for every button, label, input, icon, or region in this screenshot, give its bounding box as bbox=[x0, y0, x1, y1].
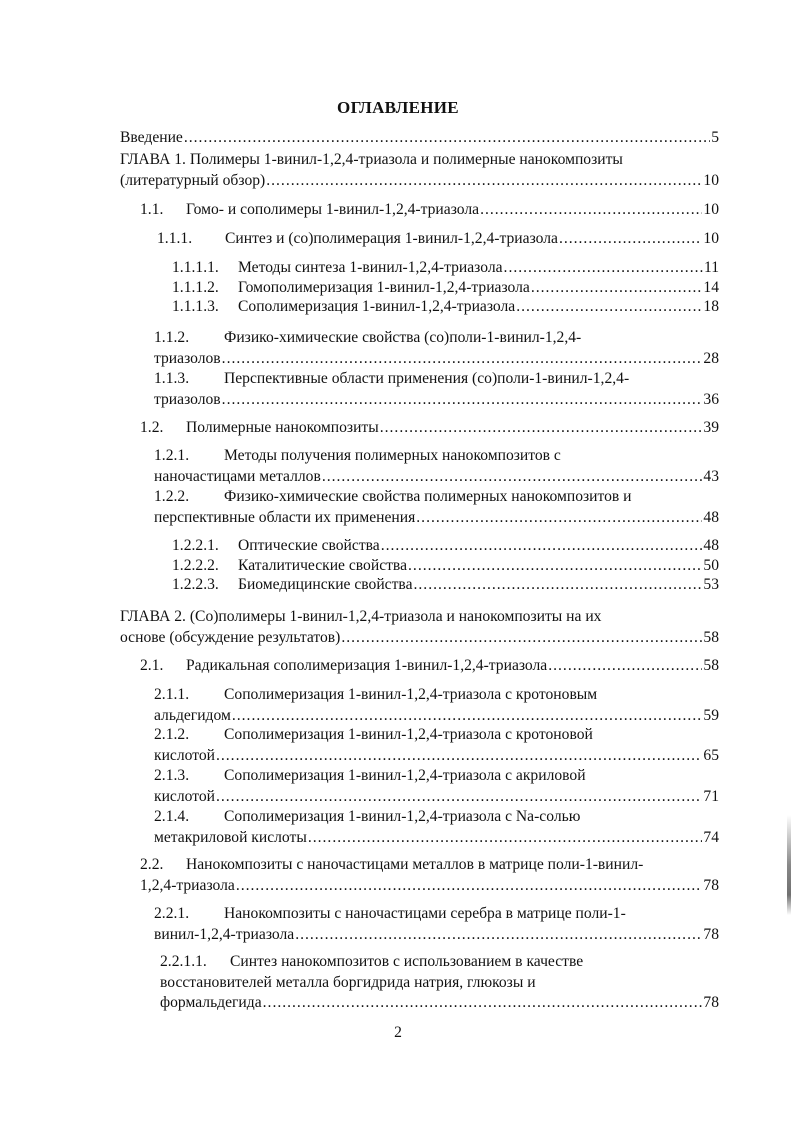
entry-text-cont: триазолов bbox=[154, 349, 221, 367]
entry-text: Синтез и (со)полимерация 1-винил-1,2,4-триазола bbox=[225, 230, 558, 247]
entry-page: 65 bbox=[703, 746, 719, 764]
entry-number: 1.1.1. bbox=[157, 230, 193, 247]
toc-entry-2-1-3[interactable] bbox=[154, 766, 719, 807]
leader-dots bbox=[236, 876, 703, 897]
entry-text: ГЛАВА 1. Полимеры 1-винил-1,2,4-триазола и полимерные нанокомпозиты bbox=[120, 151, 623, 168]
leader-dots bbox=[308, 828, 703, 849]
entry-page: 58 bbox=[703, 628, 719, 646]
entry-text: Перспективные области применения (со)поли-1-винил-1,2,4- bbox=[224, 370, 630, 387]
entry-page: 14 bbox=[703, 279, 719, 296]
entry-text: Сополимеризация 1-винил-1,2,4-триазола с акриловой bbox=[224, 767, 586, 784]
entry-page: 78 bbox=[703, 876, 719, 894]
entry-page: 48 bbox=[703, 508, 719, 526]
entry-page: 5 bbox=[711, 129, 719, 146]
entry-text-cont: 1,2,4-триазола bbox=[140, 876, 235, 894]
toc-entry-2-2-1[interactable] bbox=[154, 904, 719, 945]
entry-page: 39 bbox=[703, 419, 719, 436]
entry-number: 1.2.2.3. bbox=[172, 576, 219, 593]
entry-text-cont: триазолов bbox=[154, 390, 221, 408]
entry-text: Сополимеризация 1-винил-1,2,4-триазола с кротоновым bbox=[224, 686, 598, 703]
leader-dots bbox=[480, 200, 702, 221]
entry-page: 48 bbox=[703, 537, 719, 554]
entry-page: 50 bbox=[703, 557, 719, 574]
entry-text: Биомедицинские свойства bbox=[238, 576, 413, 593]
toc-entry-2-1-1[interactable] bbox=[154, 685, 719, 726]
toc-entry-1-2-2-3[interactable] bbox=[172, 575, 719, 596]
entry-text: Нанокомпозиты с наночастицами металлов в матрице поли-1-винил- bbox=[186, 856, 644, 873]
entry-number: 1.1.1.2. bbox=[172, 279, 219, 296]
leader-dots bbox=[295, 925, 702, 946]
toc-entry-2-2[interactable] bbox=[140, 855, 719, 896]
entry-page: 74 bbox=[703, 828, 719, 846]
entry-page: 10 bbox=[703, 201, 719, 218]
entry-text-cont: кислотой bbox=[154, 787, 215, 805]
entry-page: 18 bbox=[703, 298, 719, 315]
entry-number: 2.1.1. bbox=[154, 686, 190, 703]
entry-text: Сополимеризация 1-винил-1,2,4-триазола с Na-солью bbox=[224, 808, 581, 825]
toc-entry-1-1-1-3[interactable] bbox=[172, 297, 719, 318]
entry-number: 2.1.3. bbox=[154, 767, 190, 784]
entry-number: 2.1.2. bbox=[154, 726, 190, 743]
entry-text-cont: метакриловой кислоты bbox=[154, 828, 307, 846]
leader-dots bbox=[341, 628, 702, 649]
toc-title: ОГЛАВЛЕНИЕ bbox=[337, 98, 459, 117]
toc-entry-1-2-2[interactable] bbox=[154, 487, 719, 528]
leader-dots bbox=[504, 258, 703, 279]
page-number: 2 bbox=[394, 1024, 402, 1041]
entry-text: Каталитические свойства bbox=[238, 557, 408, 574]
entry-text-cont: кислотой bbox=[154, 746, 215, 764]
entry-number: 2.1. bbox=[140, 657, 164, 674]
leader-dots bbox=[416, 508, 702, 529]
entry-text: Физико-химические свойства (со)поли-1-винил-1,2,4- bbox=[224, 329, 582, 346]
entry-number: 1.2.1. bbox=[154, 447, 190, 464]
leader-dots bbox=[408, 556, 702, 577]
entry-text: Нанокомпозиты с наночастицами серебра в матрице поли-1- bbox=[224, 905, 626, 922]
entry-text: Методы синтеза 1-винил-1,2,4-триазола bbox=[238, 259, 503, 276]
entry-text: Полимерные нанокомпозиты bbox=[186, 419, 379, 436]
entry-page: 10 bbox=[703, 171, 719, 189]
toc-entry-chapter-1[interactable] bbox=[120, 150, 719, 191]
entry-number: 2.2.1.1. bbox=[160, 953, 207, 970]
entry-page: 53 bbox=[703, 576, 719, 593]
entry-page: 71 bbox=[703, 787, 719, 805]
toc-entry-intro[interactable] bbox=[120, 128, 719, 149]
leader-dots bbox=[381, 536, 703, 557]
leader-dots bbox=[531, 278, 703, 299]
entry-number: 1.1.1.1. bbox=[172, 259, 219, 276]
leader-dots bbox=[216, 746, 702, 767]
entry-page: 78 bbox=[703, 925, 719, 943]
toc-entry-1-2[interactable] bbox=[140, 418, 719, 439]
entry-text: Радикальная сополимеризация 1-винил-1,2,4-триазола bbox=[186, 657, 548, 674]
entry-number: 1.1. bbox=[140, 201, 164, 218]
leader-dots bbox=[266, 171, 702, 192]
toc-entry-1-1-3[interactable] bbox=[154, 369, 719, 410]
entry-number: 1.1.1.3. bbox=[172, 298, 219, 315]
entry-page: 78 bbox=[703, 994, 719, 1011]
leader-dots bbox=[516, 297, 702, 318]
toc-entry-1-2-2-1[interactable] bbox=[172, 536, 719, 557]
entry-text: Физико-химические свойства полимерных нанокомпозитов и bbox=[224, 488, 632, 505]
entry-text: Сополимеризация 1-винил-1,2,4-триазола bbox=[238, 298, 516, 315]
toc-entry-2-1-4[interactable] bbox=[154, 807, 719, 848]
entry-page: 59 bbox=[703, 706, 719, 724]
entry-number: 1.2.2.2. bbox=[172, 557, 219, 574]
entry-number: 2.2.1. bbox=[154, 905, 190, 922]
toc-entry-1-1-1-1[interactable] bbox=[172, 258, 719, 279]
toc-entry-1-2-1[interactable] bbox=[154, 446, 719, 487]
leader-dots bbox=[559, 229, 702, 250]
toc-entry-2-1[interactable] bbox=[140, 656, 719, 677]
toc-entry-2-1-2[interactable] bbox=[154, 725, 719, 766]
leader-dots bbox=[414, 575, 703, 596]
entry-number: 1.1.2. bbox=[154, 329, 190, 346]
toc-entry-1-1-2[interactable] bbox=[154, 328, 719, 369]
entry-page: 43 bbox=[703, 467, 719, 485]
entry-page: 10 bbox=[703, 230, 719, 247]
entry-text: Синтез нанокомпозитов с использованием в качестве bbox=[230, 953, 584, 970]
leader-dots bbox=[232, 706, 703, 727]
entry-text-cont: перспективные области их применения bbox=[154, 508, 416, 526]
leader-dots bbox=[216, 787, 702, 808]
toc-entry-chapter-2[interactable] bbox=[120, 607, 719, 648]
entry-number: 1.2.2. bbox=[154, 488, 190, 505]
entry-text: Сополимеризация 1-винил-1,2,4-триазола с кротоновой bbox=[224, 726, 593, 743]
entry-text-cont: наночастицами металлов bbox=[154, 467, 321, 485]
scan-artifact bbox=[787, 815, 791, 915]
leader-dots bbox=[184, 128, 710, 149]
leader-dots bbox=[222, 390, 703, 411]
entry-text-cont: альдегидом bbox=[154, 706, 231, 724]
entry-number: 2.1.4. bbox=[154, 808, 190, 825]
entry-text: Введение bbox=[120, 129, 183, 146]
entry-text: ГЛАВА 2. (Со)полимеры 1-винил-1,2,4-триазола и нанокомпозиты на их bbox=[120, 608, 602, 625]
entry-number: 1.2. bbox=[140, 419, 164, 436]
entry-page: 11 bbox=[703, 259, 719, 276]
entry-text-cont: формальдегида bbox=[160, 994, 262, 1011]
entry-number: 2.2. bbox=[140, 856, 164, 873]
toc-entry-2-2-1-1[interactable] bbox=[160, 952, 719, 1014]
leader-dots bbox=[548, 656, 702, 677]
leader-dots bbox=[263, 993, 703, 1014]
leader-dots bbox=[322, 467, 703, 488]
entry-page: 28 bbox=[703, 349, 719, 367]
toc-entry-1-1-1[interactable] bbox=[157, 229, 719, 250]
entry-text-cont: винил-1,2,4-триазола bbox=[154, 925, 295, 943]
entry-number: 1.2.2.1. bbox=[172, 537, 219, 554]
entry-text: Оптические свойства bbox=[238, 537, 380, 554]
toc-entry-1-2-2-2[interactable] bbox=[172, 556, 719, 577]
entry-text-cont: основе (обсуждение результатов) bbox=[120, 628, 341, 646]
toc-entry-1-1-1-2[interactable] bbox=[172, 278, 719, 299]
entry-text: Методы получения полимерных нанокомпозитов с bbox=[224, 447, 561, 464]
toc-entry-1-1[interactable] bbox=[140, 200, 719, 221]
entry-number: 1.1.3. bbox=[154, 370, 190, 387]
entry-page: 36 bbox=[703, 390, 719, 408]
entry-text-cont: восстановителей металла боргидрида натрия, глюкозы и bbox=[160, 973, 536, 991]
entry-page: 58 bbox=[703, 657, 719, 674]
leader-dots bbox=[380, 418, 703, 439]
leader-dots bbox=[222, 349, 703, 370]
entry-text: Гомополимеризация 1-винил-1,2,4-триазола bbox=[238, 279, 530, 296]
entry-text: Гомо- и сополимеры 1-винил-1,2,4-триазола bbox=[186, 201, 480, 218]
entry-text-cont: (литературный обзор) bbox=[120, 171, 266, 189]
